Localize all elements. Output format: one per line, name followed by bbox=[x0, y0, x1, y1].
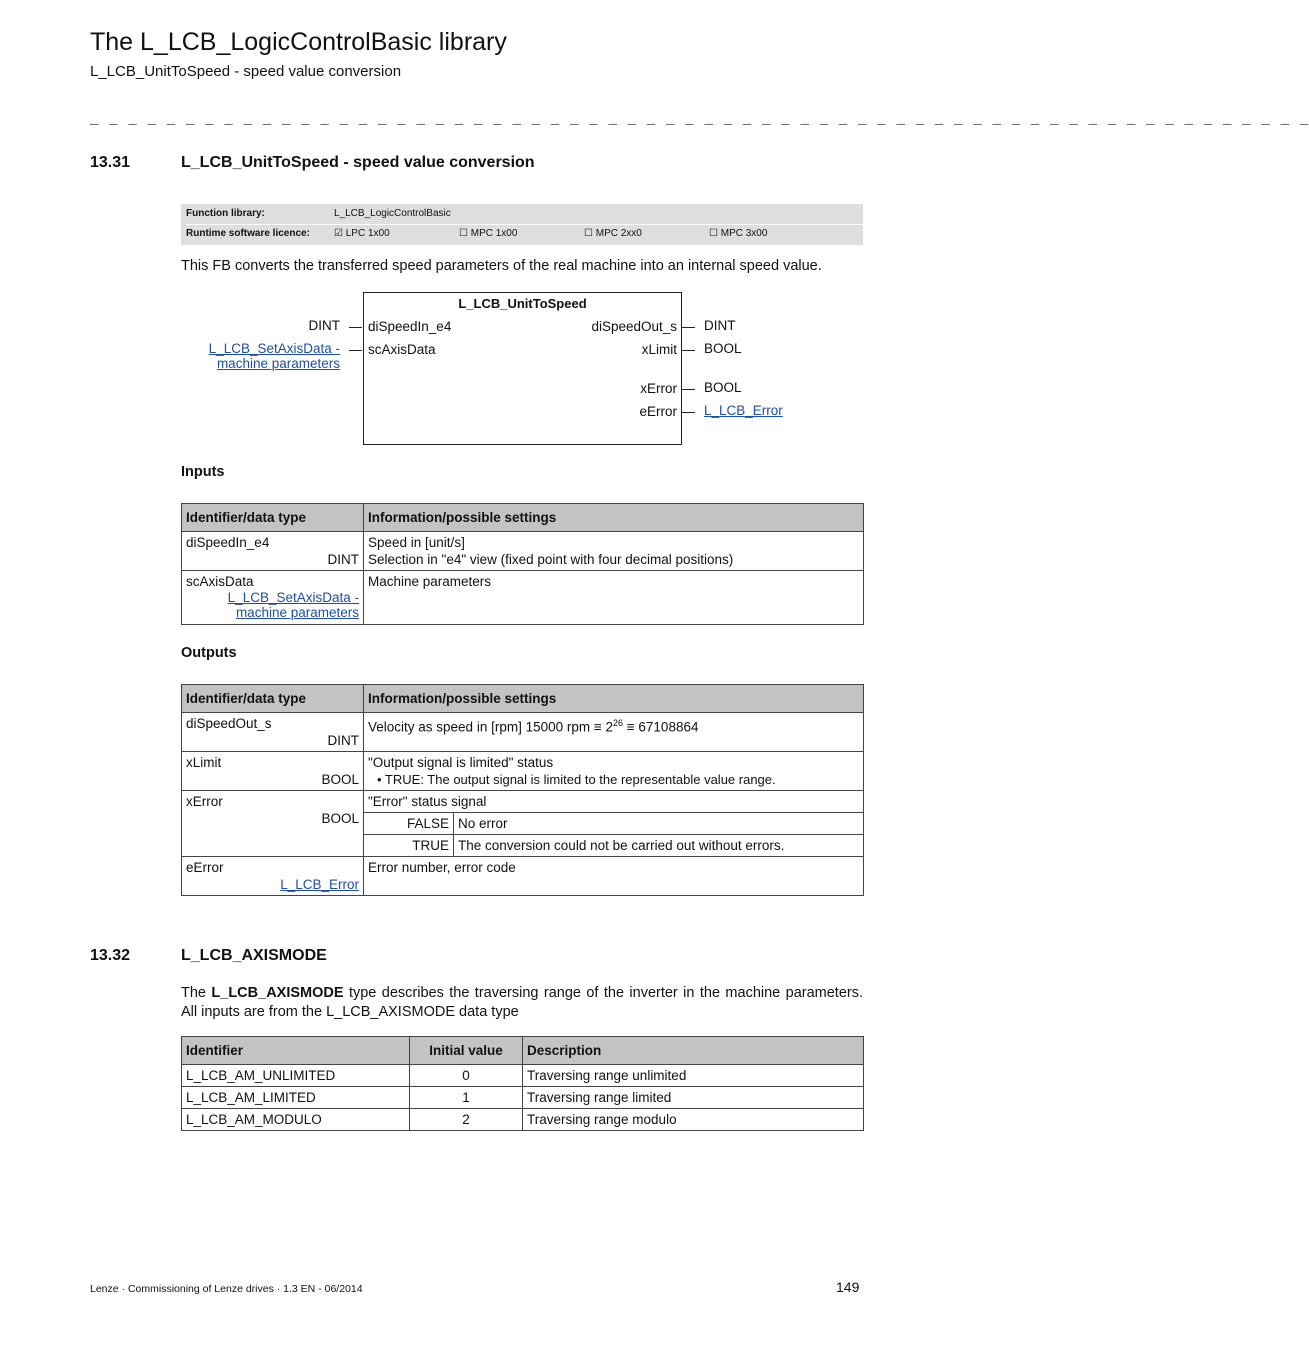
info-text: Velocity as speed in [rpm] 15000 rpm ≡ 2 bbox=[368, 719, 614, 735]
info-line: "Error" status signal bbox=[364, 791, 863, 813]
table-row bbox=[182, 532, 864, 571]
data-type: BOOL bbox=[321, 811, 359, 826]
initial-value: 2 bbox=[410, 1109, 523, 1131]
outputs-heading: Outputs bbox=[181, 645, 237, 661]
initial-value: 0 bbox=[410, 1065, 523, 1087]
identifier: L_LCB_AM_LIMITED bbox=[182, 1087, 410, 1109]
fb-input-type-dint: DINT bbox=[308, 318, 340, 333]
machine-parameters-link[interactable]: machine parameters bbox=[216, 356, 340, 371]
data-type: DINT bbox=[327, 733, 359, 748]
connector-line bbox=[349, 327, 362, 328]
description: Traversing range limited bbox=[523, 1087, 864, 1109]
licence-lpc1x00: ☑ LPC 1x00 bbox=[334, 228, 390, 239]
identifier: L_LCB_AM_UNLIMITED bbox=[182, 1065, 410, 1087]
function-block-diagram bbox=[363, 292, 682, 445]
axismode-table bbox=[181, 1036, 864, 1131]
identifier: diSpeedOut_s bbox=[186, 716, 272, 731]
inputs-table bbox=[181, 503, 864, 625]
info-exponent: 26 bbox=[613, 718, 624, 728]
connector-line bbox=[682, 327, 695, 328]
state-text: The conversion could not be carried out without errors. bbox=[454, 835, 864, 857]
table-row bbox=[182, 713, 864, 752]
fb-output-xlimit: xLimit bbox=[641, 342, 677, 357]
function-library-label: Function library: bbox=[186, 208, 265, 219]
info-text: ≡ 67108864 bbox=[623, 719, 699, 735]
info-bullet: • TRUE: The output signal is limited to the representable value range. bbox=[377, 772, 776, 787]
fb-input-scaxisdata: scAxisData bbox=[368, 342, 436, 357]
info-line: "Output signal is limited" status bbox=[368, 755, 554, 770]
licence-label: Runtime software licence: bbox=[186, 228, 310, 239]
connector-line bbox=[682, 412, 695, 413]
lcb-error-link[interactable]: L_LCB_Error bbox=[704, 403, 783, 418]
fb-output-eerror: eError bbox=[639, 404, 677, 419]
section-number: 13.31 bbox=[90, 154, 131, 171]
para-text: The bbox=[181, 985, 212, 1001]
info-line: Speed in [unit/s] bbox=[368, 535, 465, 550]
table-row bbox=[182, 1087, 864, 1109]
state-table bbox=[364, 813, 863, 856]
section-heading-13-31 bbox=[90, 154, 790, 174]
connector-line bbox=[349, 350, 362, 351]
state-text: No error bbox=[454, 813, 864, 835]
fb-output-type-bool: BOOL bbox=[704, 341, 742, 356]
column-header: Information/possible settings bbox=[364, 685, 864, 713]
fb-output-dispeedout: diSpeedOut_s bbox=[591, 319, 677, 334]
lcb-error-link[interactable]: L_LCB_Error bbox=[280, 877, 359, 892]
table-row bbox=[182, 1109, 864, 1131]
library-info-box bbox=[181, 204, 863, 245]
section-number: 13.32 bbox=[90, 947, 131, 964]
table-row bbox=[182, 571, 864, 625]
section-heading-13-32 bbox=[90, 947, 790, 967]
machine-parameters-link[interactable]: machine parameters bbox=[235, 605, 359, 620]
fb-output-xerror: xError bbox=[640, 381, 677, 396]
data-type: BOOL bbox=[321, 772, 359, 787]
column-header: Identifier/data type bbox=[182, 504, 364, 532]
column-header: Description bbox=[523, 1037, 864, 1065]
inputs-heading: Inputs bbox=[181, 464, 225, 480]
footer-text: Lenze · Commissioning of Lenze drives · 1.3 EN - 06/2014 bbox=[90, 1283, 363, 1295]
identifier: xError bbox=[186, 794, 223, 809]
column-header: Identifier bbox=[182, 1037, 410, 1065]
identifier: eError bbox=[186, 860, 224, 875]
identifier: diSpeedIn_e4 bbox=[186, 535, 270, 550]
axismode-description bbox=[181, 984, 863, 1022]
para-bold: L_LCB_AXISMODE bbox=[211, 985, 344, 1001]
connector-line bbox=[682, 350, 695, 351]
document-subtitle: L_LCB_UnitToSpeed - speed value conversion bbox=[90, 63, 402, 80]
outputs-table bbox=[181, 684, 864, 896]
para-text: type describes the traversing range of the inverter in the machine parameters. All inputs are from the L_LCB_AXISMODE data type bbox=[181, 985, 864, 1020]
fb-description: This FB converts the transferred speed parameters of the real machine into an internal speed value. bbox=[181, 258, 822, 274]
table-row bbox=[182, 1065, 864, 1087]
description: Traversing range unlimited bbox=[523, 1065, 864, 1087]
section-title: L_LCB_UnitToSpeed - speed value conversion bbox=[181, 154, 535, 171]
setaxisdata-link[interactable]: L_LCB_SetAxisData - bbox=[227, 590, 359, 605]
fb-output-type-dint: DINT bbox=[704, 318, 736, 333]
table-row bbox=[182, 752, 864, 791]
licence-mpc2xx0: ☐ MPC 2xx0 bbox=[584, 228, 642, 239]
identifier: scAxisData bbox=[186, 574, 254, 589]
description: Traversing range modulo bbox=[523, 1109, 864, 1131]
state-label: TRUE bbox=[364, 835, 454, 857]
data-type: DINT bbox=[327, 552, 359, 567]
header-rule: _ _ _ _ _ _ _ _ _ _ _ _ _ _ _ _ _ _ _ _ _ _ _ _ _ _ _ _ _ _ _ _ _ _ _ _ _ _ _ _ _ _ _ _ _ _ _ _ _ _ _ _ _ _ _ _ _ _ _ _ _ _ _ _ bbox=[90, 112, 1309, 128]
fb-input-type-link bbox=[209, 341, 340, 371]
column-header: Initial value bbox=[410, 1037, 523, 1065]
info-line: Selection in "e4" view (fixed point with four decimal positions) bbox=[368, 552, 734, 567]
page-number: 149 bbox=[836, 1279, 860, 1295]
section-title: L_LCB_AXISMODE bbox=[181, 947, 327, 964]
table-row bbox=[182, 791, 864, 857]
connector-line bbox=[682, 389, 695, 390]
function-library-value: L_LCB_LogicControlBasic bbox=[334, 208, 451, 219]
licence-mpc3x00: ☐ MPC 3x00 bbox=[709, 228, 768, 239]
fb-input-dispeedin: diSpeedIn_e4 bbox=[368, 319, 452, 334]
column-header: Information/possible settings bbox=[364, 504, 864, 532]
fb-name: L_LCB_UnitToSpeed bbox=[458, 296, 587, 311]
info-line: Machine parameters bbox=[368, 574, 492, 589]
identifier: xLimit bbox=[186, 755, 222, 770]
identifier: L_LCB_AM_MODULO bbox=[182, 1109, 410, 1131]
initial-value: 1 bbox=[410, 1087, 523, 1109]
fb-output-type-bool: BOOL bbox=[704, 380, 742, 395]
column-header: Identifier/data type bbox=[182, 685, 364, 713]
info-line: Error number, error code bbox=[368, 860, 516, 875]
licence-mpc1x00: ☐ MPC 1x00 bbox=[459, 228, 518, 239]
table-row bbox=[182, 857, 864, 896]
state-label: FALSE bbox=[364, 813, 454, 835]
document-title: The L_LCB_LogicControlBasic library bbox=[90, 28, 507, 56]
setaxisdata-link[interactable]: L_LCB_SetAxisData - bbox=[208, 341, 340, 356]
